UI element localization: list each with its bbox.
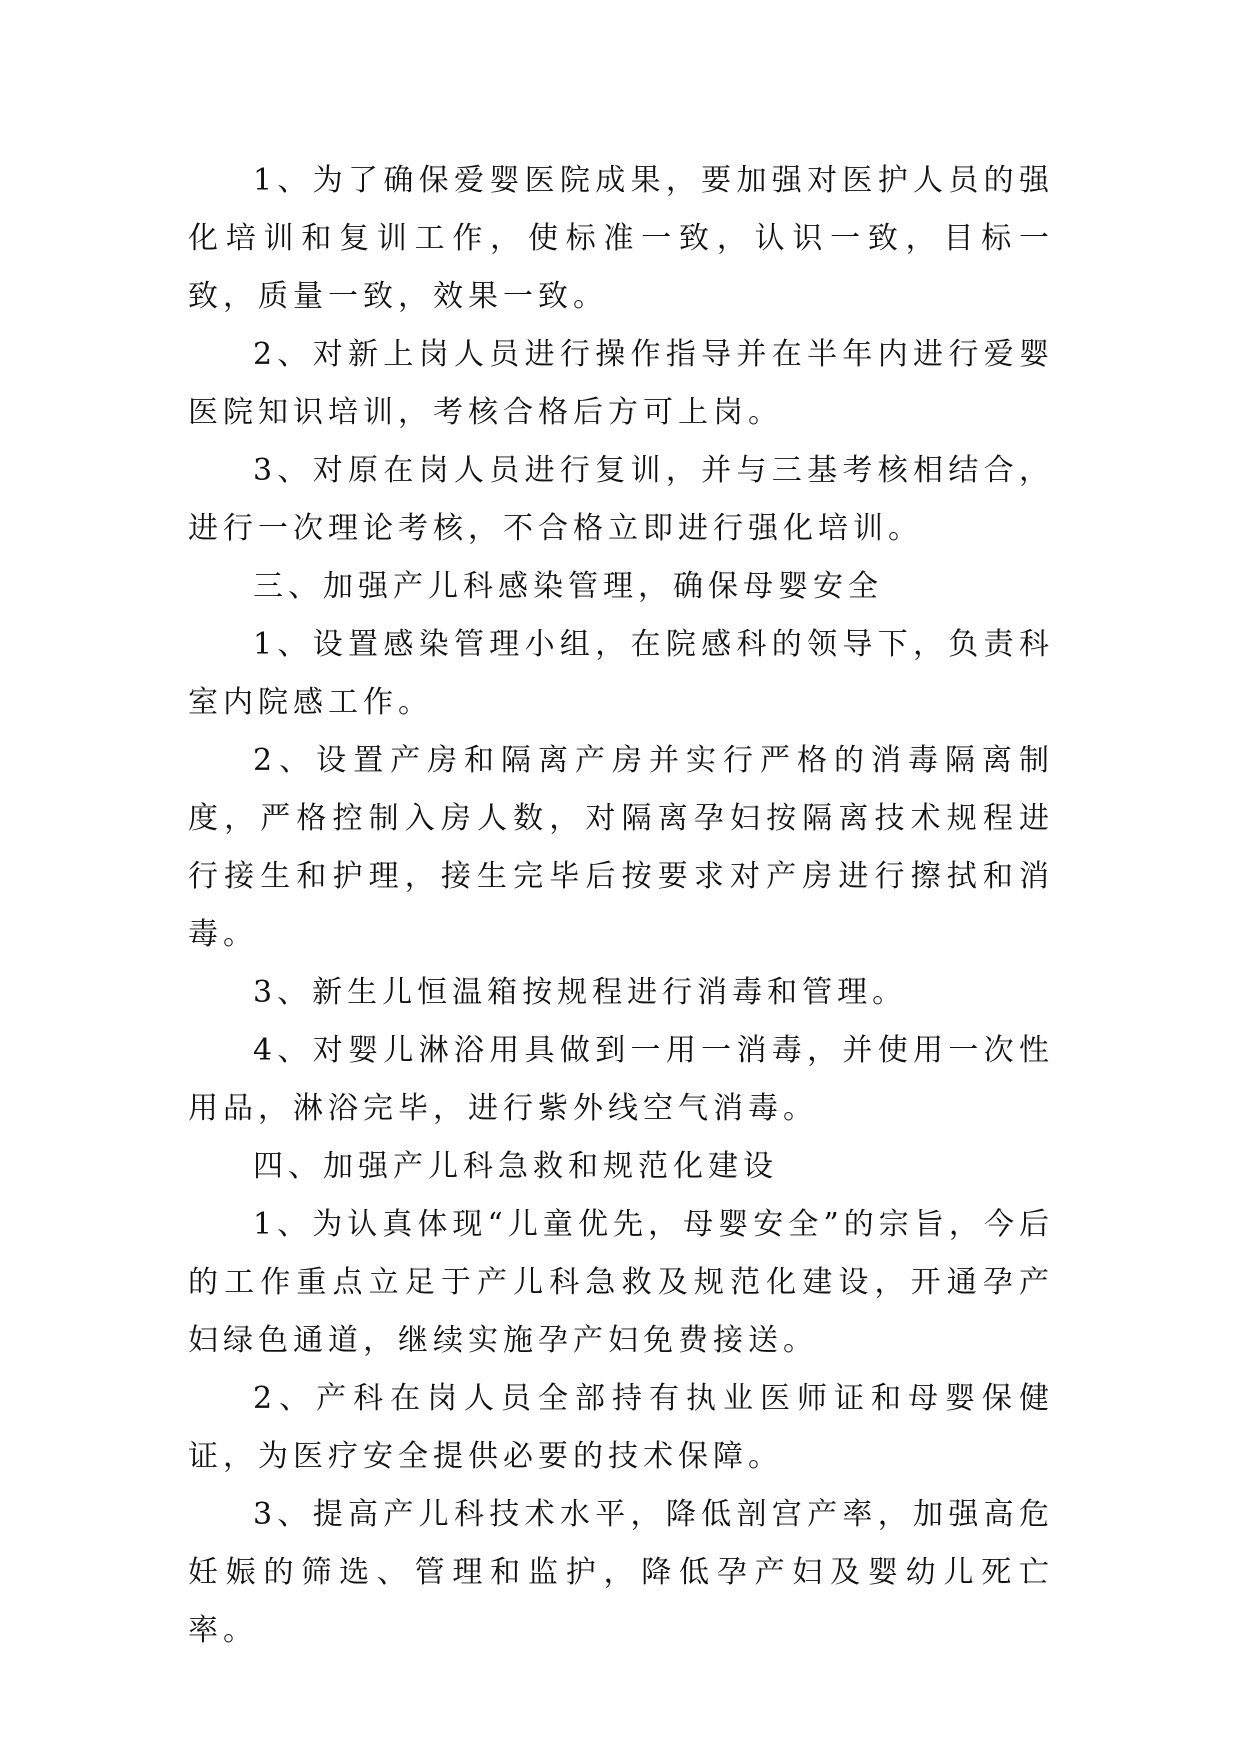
section-heading-3: 三、加强产儿科感染管理，确保母婴安全 [253,569,883,604]
paragraph-9: 2、产科在岗人员全部持有执业医师证和母婴保健证，为医疗安全提供必要的技术保障。 [188,1381,1054,1474]
paragraph-6: 3、新生儿恒温箱按规程进行消毒和管理。 [253,975,908,1010]
paragraph-3: 3、对原在岗人员进行复训，并与三基考核相结合，进行一次理论考核，不合格立即进行强化培训。 [188,453,1054,546]
section-heading-4: 四、加强产儿科急救和规范化建设 [253,1149,778,1184]
paragraph-1: 1、为了确保爱婴医院成果，要加强对医护人员的强化培训和复训工作，使标准一致，认识一致，目标一致，质量一致，效果一致。 [188,163,1054,314]
paragraph-7: 4、对婴儿淋浴用具做到一用一消毒，并使用一次性用品，淋浴完毕，进行紫外线空气消毒。 [188,1033,1054,1126]
paragraph-8: 1、为认真体现“儿童优先，母婴安全”的宗旨，今后的工作重点立足于产儿科急救及规范化建设，开通孕产妇绿色通道，继续实施孕产妇免费接送。 [188,1207,1054,1358]
document-body [188,152,1054,1660]
paragraph-2: 2、对新上岗人员进行操作指导并在半年内进行爱婴医院知识培训，考核合格后方可上岗。 [188,337,1054,430]
paragraph-4: 1、设置感染管理小组，在院感科的领导下，负责科室内院感工作。 [188,627,1054,720]
paragraph-10: 3、提高产儿科技术水平，降低剖宫产率，加强高危妊娠的筛选、管理和监护，降低孕产妇及婴幼儿死亡率。 [188,1497,1054,1648]
paragraph-5: 2、设置产房和隔离产房并实行严格的消毒隔离制度，严格控制入房人数，对隔离孕妇按隔离技术规程进行接生和护理，接生完毕后按要求对产房进行擦拭和消毒。 [188,743,1054,952]
